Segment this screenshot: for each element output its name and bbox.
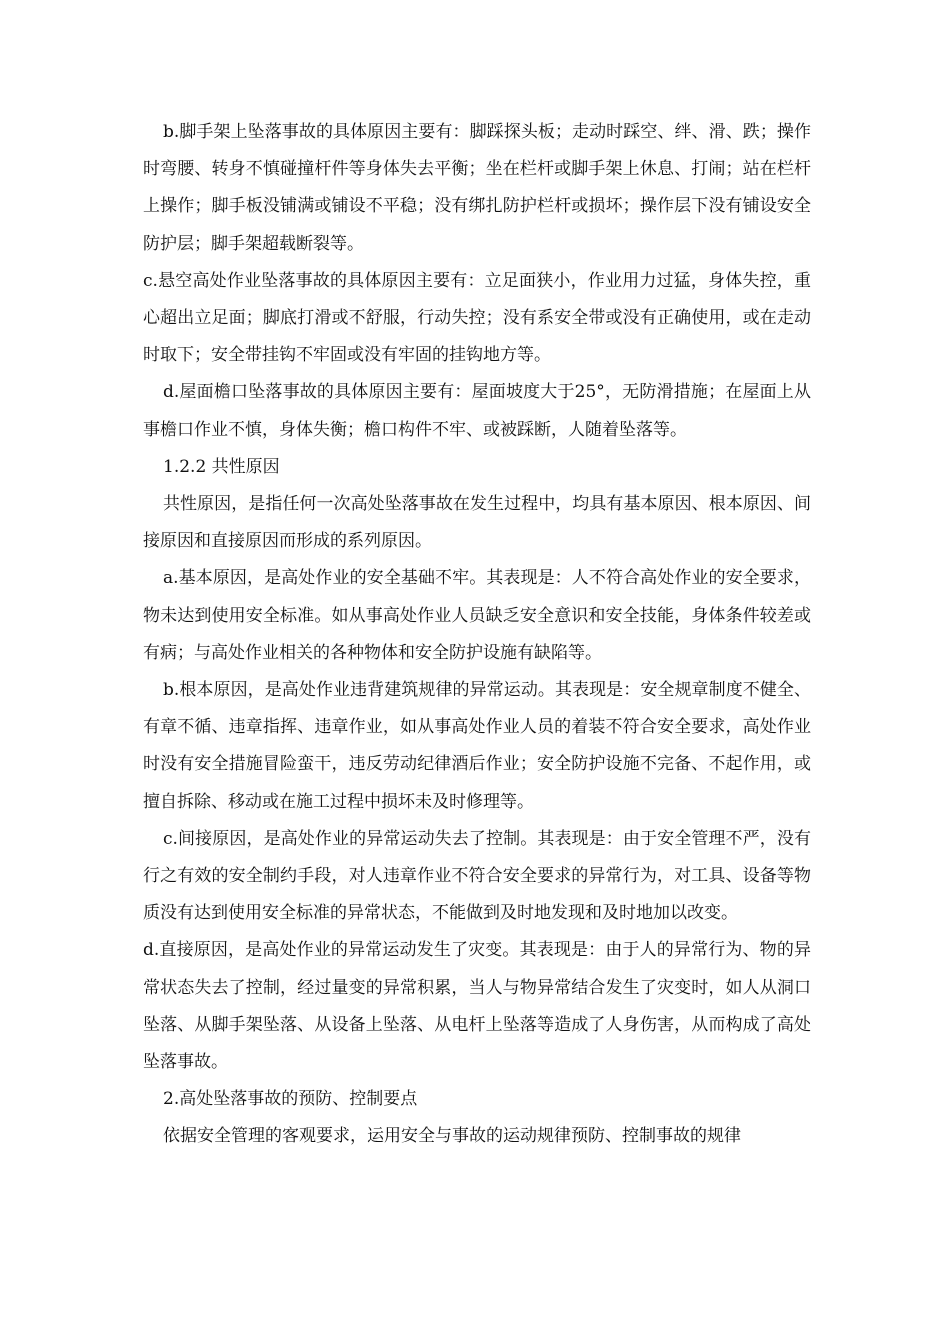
paragraph-prevention-intro: 依据安全管理的客观要求，运用安全与事故的运动规律预防、控制事故的规律 (163, 1126, 741, 1147)
paragraph-basic-cause: a.基本原因，是高处作业的安全基础不牢。其表现是：人不符合高处作业的安全要求，物未达到使用安全标准。如从事高处作业人员缺乏安全意识和安全技能，身体条件较差或有病；与高处作业相关的各种物体和安全防护设施有缺陷等。 (143, 568, 811, 663)
section-heading-common-causes: 1.2.2 共性原因 (163, 456, 280, 477)
paragraph-root-cause: b.根本原因，是高处作业违背建筑规律的异常运动。其表现是：安全规章制度不健全、有章不循、违章指挥、违章作业，如从事高处作业人员的着装不符合安全要求，高处作业时没有安全措施冒险蛮干，违反劳动纪律酒后作业；安全防护设施不完备、不起作用，或擅自拆除、移动或在施工过程中损坏未及时修理等。 (143, 680, 811, 812)
paragraph-direct-cause: d.直接原因，是高处作业的异常运动发生了灾变。其表现是：由于人的异常行为、物的异常状态失去了控制，经过量变的异常积累，当人与物异常结合发生了灾变时，如人从洞口坠落、从脚手架坠落、从设备上坠落、从电杆上坠落等造成了人身伤害，从而构成了高处坠落事故。 (143, 940, 811, 1073)
paragraph-suspended-work-fall-causes: c.悬空高处作业坠落事故的具体原因主要有：立足面狭小，作业用力过猛，身体失控，重心超出立足面；脚底打滑或不舒服，行动失控；没有系安全带或没有正确使用，或在走动时取下；安全带挂钩不牢固或没有牢固的挂钩地方等。 (143, 270, 811, 366)
document-body (143, 114, 811, 1156)
paragraph-common-causes-definition: 共性原因，是指任何一次高处坠落事故在发生过程中，均具有基本原因、根本原因、间接原因和直接原因而形成的系列原因。 (143, 494, 811, 552)
paragraph-scaffold-fall-causes: b.脚手架上坠落事故的具体原因主要有：脚踩探头板；走动时踩空、绊、滑、跌；操作时弯腰、转身不慎碰撞杆件等身体失去平衡；坐在栏杆或脚手架上休息、打闹；站在栏杆上操作；脚手板没铺满或铺设不平稳；没有绑扎防护栏杆或损坏；操作层下没有铺设安全防护层；脚手架超载断裂等。 (143, 122, 811, 254)
paragraph-roof-eave-fall-causes: d.屋面檐口坠落事故的具体原因主要有：屋面坡度大于25°，无防滑措施；在屋面上从事檐口作业不慎，身体失衡；檐口构件不牢、或被踩断，人随着坠落等。 (143, 382, 811, 440)
paragraph-indirect-cause: c.间接原因，是高处作业的异常运动失去了控制。其表现是：由于安全管理不严，没有行之有效的安全制约手段，对人违章作业不符合安全要求的异常行为，对工具、设备等物质没有达到使用安全标准的异常状态，不能做到及时地发现和及时地加以改变。 (143, 828, 811, 924)
section-heading-prevention-control: 2.高处坠落事故的预防、控制要点 (163, 1089, 418, 1110)
